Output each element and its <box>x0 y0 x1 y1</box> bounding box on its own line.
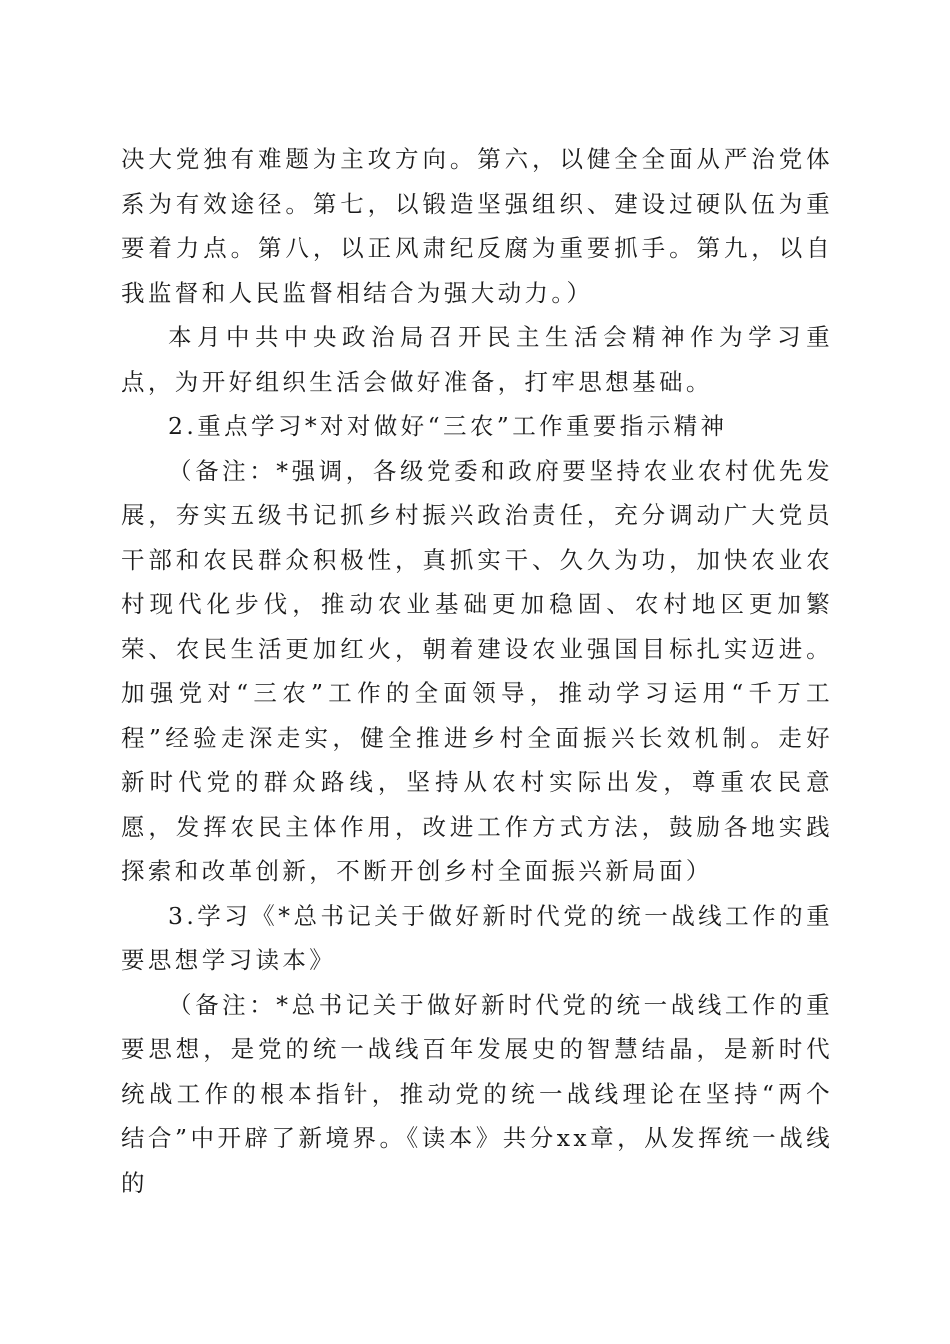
item-heading-3: 3.学习《*总书记关于做好新时代党的统一战线工作的重要思想学习读本》 <box>121 901 833 974</box>
document-body <box>121 137 833 1205</box>
item-note-3: （备注：*总书记关于做好新时代党的统一战线工作的重要思想，是党的统一战线百年发展史的智慧结晶，是新时代统战工作的根本指针，推动党的统一战线理论在坚持“两个结合”中开辟了新境界。《读本》共分xx章，从发挥统一战线的 <box>121 990 833 1197</box>
item-heading-2: 2.重点学习*对对做好“三农”工作重要指示精神 <box>168 412 728 440</box>
paragraph-continuation: 决大党独有难题为主攻方向。第六，以健全全面从严治党体系为有效途径。第七，以锻造坚强组织、建设过硬队伍为重要着力点。第八，以正风肃纪反腐为重要抓手。第九，以自我监督和人民监督相结合为强大动力。） <box>121 145 833 307</box>
item-note-2: （备注：*强调，各级党委和政府要坚持农业农村优先发展，夯实五级书记抓乡村振兴政治责任，充分调动广大党员干部和农民群众积极性，真抓实干、久久为功，加快农业农村现代化步伐，推动农业基础更加稳固、农村地区更加繁荣、农民生活更加红火，朝着建设农业强国目标扎实迈进。加强党对“三农”工作的全面领导，推动学习运用“千万工程”经验走深走实，健全推进乡村全面振兴长效机制。走好新时代党的群众路线，坚持从农村实际出发，尊重农民意愿，发挥农民主体作用，改进工作方式方法，鼓励各地实践探索和改革创新，不断开创乡村全面振兴新局面） <box>121 456 833 885</box>
paragraph-study-focus: 本月中共中央政治局召开民主生活会精神作为学习重点，为开好组织生活会做好准备，打牢思想基础。 <box>121 323 833 396</box>
